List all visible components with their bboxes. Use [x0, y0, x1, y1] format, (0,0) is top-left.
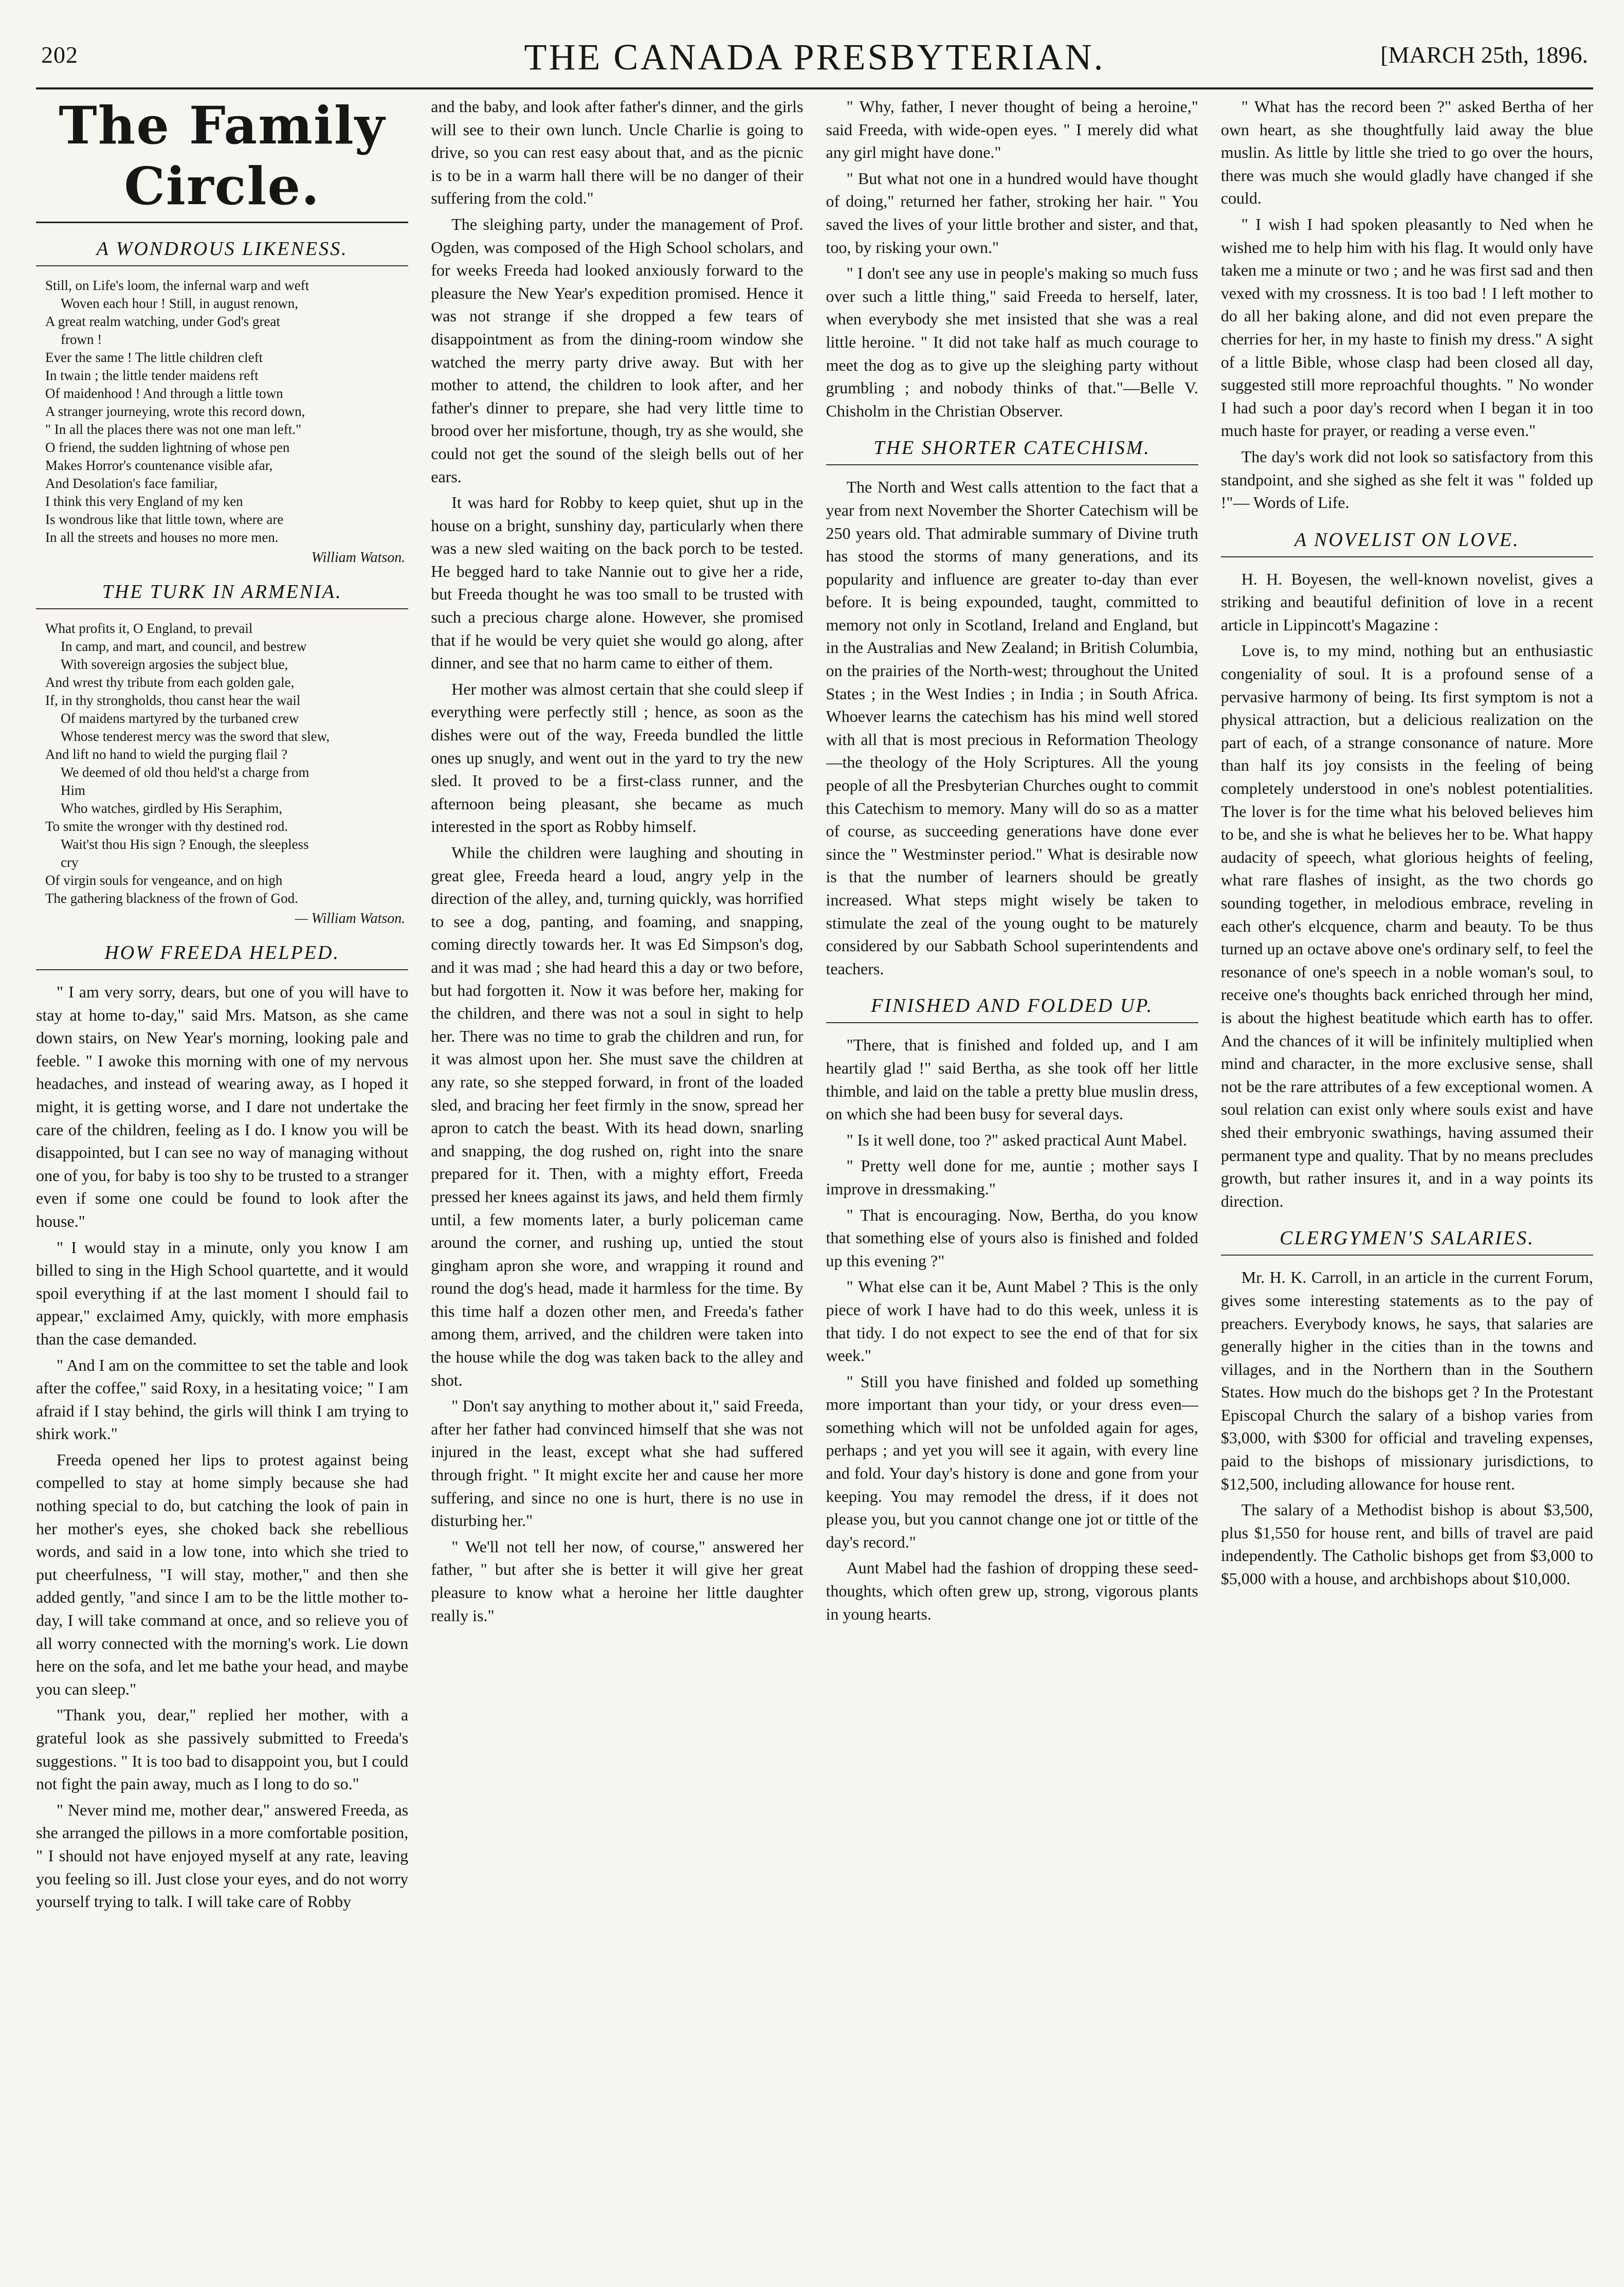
paragraph: Mr. H. K. Carroll, in an article in the current Forum, gives some interesting statements as to the pay of preachers. Everybody knows, he says, that salaries are generally higher in the cities than in the towns and villages, and in the Northern than in the Southern States. How much do the bishops get ? In the Protestant Episcopal Church the salary of a bishop varies from $3,000, with $300 for official and traveling expenses, paid to the bishops of missionary jurisdictions, to $12,500, including allowance for house rent.	[1220, 1268, 1593, 1493]
poem-line: Is wondrous like that little town, where are	[45, 512, 284, 527]
paragraph: It was hard for Robby to keep quiet, shut up in the house on a bright, sunshiny day, particularly when there was a new sled waiting on the back porch to be tested. He begged hard to take Nannie out to give her a ride, but Freeda thought he was too small to be trusted with such a precious charge alone. However, she promised that if he would be very quiet she would go along, after dinner, and see that no harm came to either of them.	[431, 493, 804, 673]
paragraph: Freeda opened her lips to protest against being compelled to stay at home simply because she had nothing special to do, but catching the look of pain in her mother's eyes, she choked back she rebellious words, and said in a low tone, into which she tried to put cheerfulness, "I will stay, mother," and then she added gently, "and since I am to be the little mother to-day, I will take command at once, and so relieve you of all worry connected with the morning's work. Lie down here on the sofa, and let me bathe your head, and maybe you can sleep."	[36, 1450, 409, 1698]
poem-line: Who watches, girdled by His Seraphim,	[61, 801, 283, 816]
poem-line: A great realm watching, under God's great	[45, 314, 280, 329]
poem-line: Still, on Life's loom, the infernal warp and weft	[45, 278, 309, 293]
paragraph: " Still you have finished and folded up something more important than your tidy, or your dress even—something which will not be unfolded again for ages, perhaps ; and yet you will see it again, with every line and fold. Your day's history is done and gone from your keeping. You may remodel the dress, if it does not please you, but you cannot change one jot or tittle of the day's record."	[826, 1372, 1198, 1551]
paragraph: " Pretty well done for me, auntie ; mother says I improve in dressmaking."	[826, 1156, 1198, 1198]
poem-line: Of virgin souls for vengeance, and on high	[45, 873, 283, 888]
paragraph: Her mother was almost certain that she could sleep if everything were perfectly still ; hence, as soon as the dishes were out of the way, Freeda bundled the little ones up snugly, and went out in the yard to try the new sled. It proved to be a first-class runner, and the afternoon being pleasant, she became as much interested in the sport as Robby himself.	[431, 679, 804, 836]
paragraph: Aunt Mabel had the fashion of dropping these seed-thoughts, which often grew up, strong, vigorous plants in young hearts.	[826, 1558, 1198, 1623]
paragraph: The North and West calls attention to the fact that a year from next November the Shorter Catechism will be 250 years old. That admirable summary of Divine truth has stood the storms of many generations, and its popularity and influence are greater to-day than ever before. It is being expounded, taught, committed to memory not only in Scotland, Ireland and England, but in the Australias and New Zealand; in British Columbia, on the prairies of the North-west; throughout the United States ; in the West Indies ; in India ; in South Africa. Whoever learns the catechism has his mind well stored with all that is most precious in Reformation Theology—the theology of the Holy Scriptures. All the young people of all the Presbyterian Churches ought to commit this Catechism to memory. Many will do so as a matter of course, as succeeding generations have done ever since the " Westminster period." What is desirable now is that the number of learners should be greatly increased. What steps might wisely be taken to stimulate the zeal of the young ought to be maturely considered by our Sabbath School superintendents and teachers.	[826, 478, 1198, 978]
newspaper-title: THE CANADA PRESBYTERIAN.	[524, 37, 1105, 78]
columns	[36, 95, 1593, 2255]
poem-line: In twain ; the little tender maidens reft	[45, 368, 259, 383]
article-title: CLERGYMEN'S SALARIES.	[1221, 1227, 1593, 1256]
paragraph: " Don't say anything to mother about it," said Freeda, after her father had convinced himself that she was not injured in the least, except what she had suffered through fright. " It might excite her and cause her more suffering, and since no one is hurt, there is no use in disturbing her."	[431, 1396, 804, 1530]
article-title: FINISHED AND FOLDED UP.	[826, 994, 1198, 1023]
paragraph: H. H. Boyesen, the well-known novelist, gives a striking and beautiful definition of love in a recent article in Lippincott's Magazine :	[1220, 569, 1593, 634]
byline: William Watson.	[311, 550, 406, 566]
paragraph: " I don't see any use in people's making so much fuss over such a little thing," said Freeda to herself, later, when everybody she met insisted that she was a real little heroine. " It did not take half as much courage to meet the dog as to give up the sleighing party without grumbling ; and nobody thinks of that."—Belle V. Chisholm in the Christian Observer.	[826, 264, 1198, 420]
poem-line: What profits it, O England, to prevail	[45, 621, 253, 636]
page-number: 202	[41, 42, 78, 68]
column-4	[1221, 95, 1593, 2255]
column-1	[36, 95, 408, 2255]
paragraph: The day's work did not look so satisfactory from this standpoint, and she sighed as she felt it was " folded up !"— Words of Life.	[1220, 447, 1593, 512]
poem-line: Wait'st thou His sign ? Enough, the sleepless	[61, 837, 309, 852]
poem-line: Ever the same ! The little children cleft	[45, 350, 263, 365]
paragraph: " But what not one in a hundred would have thought of doing," returned her father, stroking her hair. " You saved the lives of your little brother and sister, and that, too, by risking your own."	[826, 169, 1198, 257]
poem-line: Whose tenderest mercy was the sword that slew,	[61, 729, 330, 744]
poem-line: In all the streets and houses no more men.	[45, 530, 279, 545]
paragraph: " That is encouraging. Now, Bertha, do you know that something else of yours also is finished and folded up this evening ?"	[826, 1205, 1198, 1270]
paragraph: While the children were laughing and shouting in great glee, Freeda heard a loud, angry yelp in the direction of the alley, and, turning quickly, was horrified to see a dog, panting, and foaming, and snapping, coming directly towards her. It was Ed Simpson's dog, and it was mad ; she had heard this a day or two before, but had forgotten it. Now it was before her, making for the children, and there was not a soul in sight to help her. There was no time to grab the children and run, for it was almost upon her. She must save the children at any rate, so she stepped forward, in front of the loaded sled, and bracing her feet firmly in the snow, spread her apron to catch the beast. With its head down, snarling and snapping, the dog rushed on, right into the snare prepared for it. Then, with a mighty effort, Freeda pressed her knees against its jaws, and held them firmly until, a few moments later, a burly policeman came around the corner, and rushing up, untied the stout gingham apron she wore, and wrapping it round and round the dog's head, made it harmless for the time. By this time half a dozen other men, and Freeda's father among them, arrived, and the children were taken into the house while the dog was taken back to the alley and shot.	[431, 843, 804, 1389]
poem-line: To smite the wronger with thy destined rod.	[45, 819, 288, 834]
poem-line: Of maidens martyred by the turbaned crew	[61, 711, 299, 726]
poem-line: A stranger journeying, wrote this record down,	[45, 404, 305, 419]
paragraph: " Never mind me, mother dear," answered Freeda, as she arranged the pillows in a more comfortable position, " I should not have enjoyed myself at any rate, leaving you feeling so ill. Just close your eyes, and do not worry yourself trying to talk. I will take care of Robby	[36, 1800, 409, 1911]
paragraph: The salary of a Methodist bishop is about $3,500, plus $1,550 for house rent, and bills of travel are paid independently. The Catholic bishops get from $3,000 to $5,000 with a house, and archbishops about $10,000.	[1220, 1500, 1593, 1588]
poem-line: With sovereign argosies the subject blue,	[61, 657, 288, 672]
poem-line: I think this very England of my ken	[45, 494, 243, 509]
page-header	[36, 31, 1593, 89]
poem-line: frown !	[61, 332, 102, 347]
column-3	[826, 95, 1198, 2255]
paragraph: and the baby, and look after father's dinner, and the girls will see to their own lunch. Uncle Charlie is going to drive, so you can rest easy about that, and as the picnic is to be in a warm hall there will be no danger of their suffering from the cold."	[431, 97, 804, 208]
column-2	[431, 95, 803, 2255]
poem-line: We deemed of old thou held'st a charge from	[61, 765, 309, 780]
paragraph: " Is it well done, too ?" asked practical Aunt Mabel.	[846, 1130, 1187, 1149]
poem-line: The gathering blackness of the frown of God.	[45, 891, 298, 906]
paragraph: " What has the record been ?" asked Bertha of her own heart, as she thoughtfully laid away the blue muslin. As little by little she tried to go over the hours, there was much she would gladly have changed if she could.	[1220, 97, 1593, 208]
poem-line: And Desolation's face familiar,	[45, 476, 218, 491]
byline: — William Watson.	[295, 911, 406, 927]
poem-line: " In all the places there was not one man left."	[45, 422, 302, 437]
article-title: A NOVELIST ON LOVE.	[1221, 529, 1593, 557]
poem-line: cry	[61, 855, 79, 870]
poem-line: If, in thy strongholds, thou canst hear the wail	[45, 693, 301, 708]
poem-line: And wrest thy tribute from each golden gale,	[45, 675, 295, 690]
paragraph: The sleighing party, under the management of Prof. Ogden, was composed of the High School scholars, and for weeks Freeda had looked anxiously forward to the pleasure the New Year's expedition promised. Hence it was not strange if she dropped a few tears of disappointment as from the dining-room window she watched the merry party drive away. But with her mother to attend, the children to look after, and her father's dinner to prepare, she had very little time to brood over her misfortune, though, try as she would, she could not get the sound of the sleigh bells out of her ears.	[431, 214, 804, 486]
article-title: THE TURK IN ARMENIA.	[36, 580, 408, 609]
poem-line: Him	[61, 783, 86, 798]
poem-line: O friend, the sudden lightning of whose pen	[45, 440, 290, 455]
paragraph: "Thank you, dear," replied her mother, with a grateful look as she passively submitted to Freeda's suggestions. " It is too bad to disappoint you, but I could not fight the pain away, much as I long to do so."	[36, 1705, 409, 1793]
article-title: A WONDROUS LIKENESS.	[36, 238, 408, 266]
paragraph: " I would stay in a minute, only you know I am billed to sing in the High School quartette, and it would spoil everything if at the last moment I should fail to appear," exclaimed Amy, quickly, with more emphasis than the case demanded.	[36, 1238, 409, 1348]
paragraph: "There, that is finished and folded up, and I am heartily glad !" said Bertha, as she took off her little thimble, and laid on the table a pretty blue muslin dress, on which she had been busy for several days.	[826, 1036, 1198, 1123]
poem-line: And lift no hand to wield the purging flail ?	[45, 747, 288, 762]
article-title: THE SHORTER CATECHISM.	[826, 437, 1198, 465]
poem	[45, 620, 408, 907]
paragraph: Love is, to my mind, nothing but an enthusiastic congeniality of soul. It is a profound sense of a pervasive harmony of being. Its first symptom is not a physical attraction, but a delicious realization on the part of each, of a strange consonance of nature. More than half its joy consists in the feeling of being completely understood in one's noblest potentialities. The lover is for the time what his beloved believes him to be, and she is what he believes her to be. What happy audacity of speech, what glorious heights of feeling, what rare flashes of insight, as the two chords go sounding together, in melodious embrace, reveling in each other's elcquence, charm and beauty. To be thus turned up an octave above one's ordinary self, to feel the resonance of one's speech in a noble woman's soul, to receive one's thoughts back enriched through her mind, is about the highest beatitude which earth has to offer. And the chances of it will be infinitely multiplied when mind and character, in the more exclusive sense, shall not be the rare attributes of a few exceptional women. A soul relation can exist only where souls exist and have shed their embryonic swathings, having assumed their permanent type and quality. That by no means precludes growth, but rather insures it, and in a way points its direction.	[1220, 641, 1593, 1210]
issue-date: [MARCH 25th, 1896.	[1380, 42, 1588, 68]
poem-line: In camp, and mart, and council, and bestrew	[61, 639, 307, 654]
paragraph: " We'll not tell her now, of course," answered her father, " but after she is better it will give her great pleasure to know what a heroine her little daughter really is."	[431, 1537, 804, 1625]
paragraph: " I wish I had spoken pleasantly to Ned when he wished me to help him with his flag. It would only have taken me a minute or two ; and he was first sad and then vexed with my crossness. It is too bad ! I left mother to do all her baking alone, and did not even prepare the cherries for her, in my haste to finish my dress." A sight of a little Bible, whose clasp had been closed all day, suggested still more reproachful thoughts. " No wonder I had such a poor day's record when I began it in too much haste for prayer, or reading a verse even."	[1220, 214, 1593, 440]
paragraph: " What else can it be, Aunt Mabel ? This is the only piece of work I have had to do this week, unless it is that tidy. I do not expect to see the end of that for six week."	[826, 1277, 1198, 1365]
poem	[45, 277, 408, 547]
section-masthead: The Family Circle.	[36, 95, 408, 223]
paragraph: " And I am on the committee to set the table and look after the coffee," said Roxy, in a hesitating voice; " I am afraid if I stay behind, the girls will think I am trying to shirk work."	[36, 1355, 409, 1443]
poem-line: Woven each hour ! Still, in august renown,	[61, 296, 298, 311]
poem-line: Makes Horror's countenance visible afar,	[45, 458, 273, 473]
paragraph: " I am very sorry, dears, but one of you will have to stay at home to-day," said Mrs. Matson, as she came down stairs, on New Year's morning, looking pale and feeble. " I awoke this morning with one of my nervous headaches, and instead of wearing away, as I hoped it might, it is getting worse, and I dare not undertake the care of the children, feeling as I do. I know you will be disappointed, but I can see no way of managing without one of you, for baby is too shy to be trusted to a stranger even if some one could be found to look after the house."	[36, 983, 409, 1230]
poem-line: Of maidenhood ! And through a little town	[45, 386, 283, 401]
article-title: HOW FREEDA HELPED.	[36, 941, 408, 970]
paragraph: " Why, father, I never thought of being a heroine," said Freeda, with wide-open eyes. " I merely did what any girl might have done."	[826, 97, 1198, 162]
